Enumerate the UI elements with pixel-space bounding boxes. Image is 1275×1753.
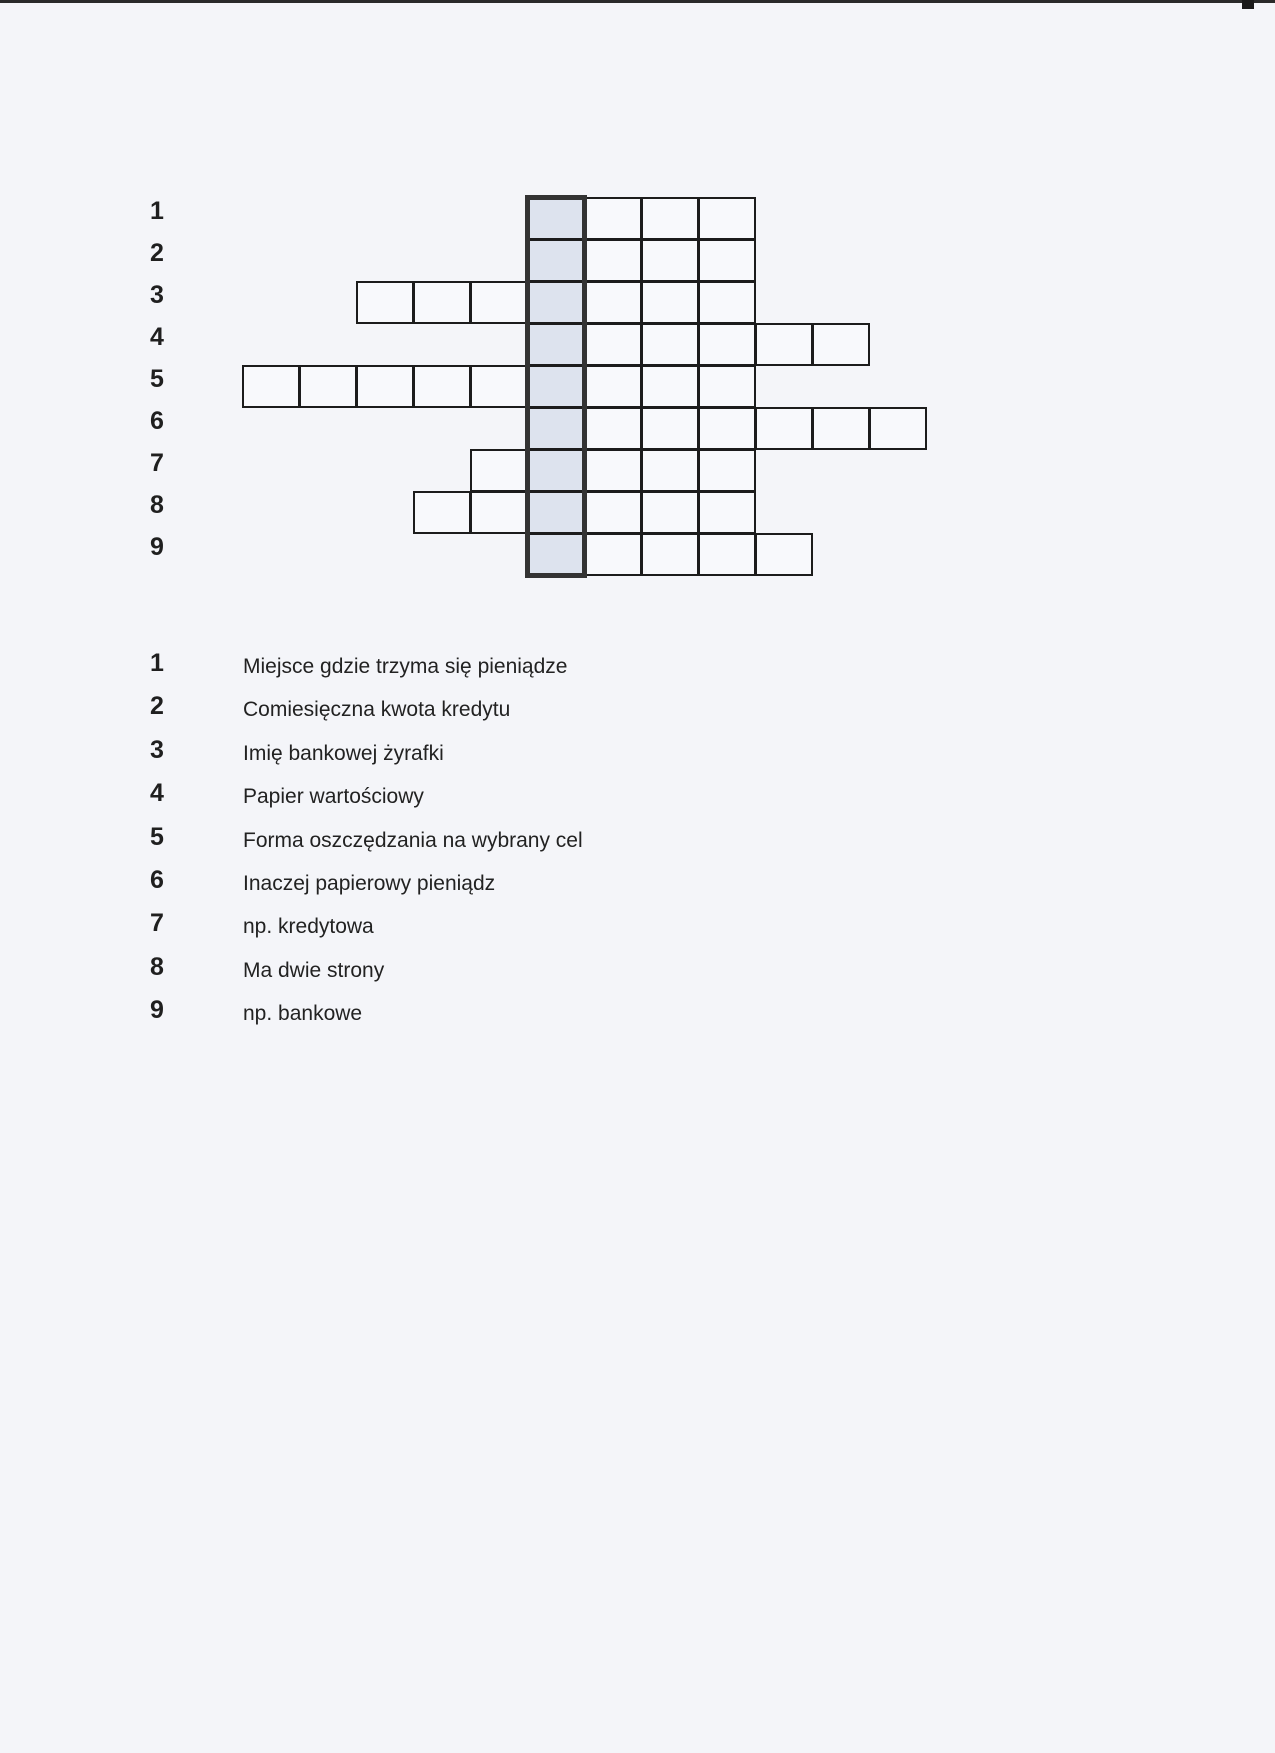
grid-row-number: 3 [150, 281, 164, 309]
answer-cell[interactable] [698, 281, 756, 324]
answer-cell[interactable] [413, 491, 471, 534]
answer-cell[interactable] [470, 449, 528, 492]
grid-row-number: 1 [150, 197, 164, 225]
clue-text: Imię bankowej żyrafki [243, 741, 444, 765]
answer-cell[interactable] [812, 323, 870, 366]
clue-text: Comiesięczna kwota kredytu [243, 698, 511, 722]
clue-number: 8 [150, 952, 164, 981]
answer-cell[interactable] [584, 449, 642, 492]
clue-text: Miejsce gdzie trzyma się pieniądze [243, 655, 568, 678]
key-answer-cell[interactable] [527, 365, 585, 408]
scan-top-edge [0, 0, 1275, 3]
scan-corner-mark [1242, 0, 1254, 9]
grid-row-number: 2 [150, 239, 164, 267]
answer-cell[interactable] [698, 449, 756, 492]
key-answer-cell[interactable] [527, 449, 585, 492]
key-answer-cell[interactable] [527, 197, 585, 240]
answer-cell[interactable] [698, 365, 756, 408]
answer-cell[interactable] [584, 323, 642, 366]
clue-number: 3 [150, 735, 164, 764]
grid-row-number: 5 [150, 365, 164, 393]
answer-cell[interactable] [755, 407, 813, 450]
answer-cell[interactable] [698, 407, 756, 450]
answer-cell[interactable] [641, 281, 699, 324]
answer-cell[interactable] [641, 323, 699, 366]
answer-cell[interactable] [698, 533, 756, 576]
key-answer-cell[interactable] [527, 491, 585, 534]
clue-text: np. kredytowa [243, 915, 374, 939]
answer-cell[interactable] [755, 323, 813, 366]
grid-row-number: 8 [150, 491, 164, 519]
answer-cell[interactable] [356, 281, 414, 324]
answer-cell[interactable] [641, 533, 699, 576]
answer-cell[interactable] [356, 365, 414, 408]
answer-cell[interactable] [641, 407, 699, 450]
clue-text: Papier wartościowy [243, 785, 424, 809]
clue-number: 4 [150, 779, 164, 808]
clue-number: 2 [150, 692, 164, 721]
key-answer-cell[interactable] [527, 239, 585, 282]
answer-cell[interactable] [584, 281, 642, 324]
answer-cell[interactable] [413, 365, 471, 408]
answer-cell[interactable] [584, 239, 642, 282]
answer-cell[interactable] [584, 407, 642, 450]
clue-number: 5 [150, 822, 164, 851]
grid-row-number: 9 [150, 533, 164, 561]
answer-cell[interactable] [812, 407, 870, 450]
answer-cell[interactable] [641, 197, 699, 240]
grid-row-number: 6 [150, 407, 164, 435]
clue-number: 9 [150, 996, 164, 1025]
answer-cell[interactable] [641, 365, 699, 408]
answer-cell[interactable] [869, 407, 927, 450]
answer-cell[interactable] [584, 197, 642, 240]
grid-row-number: 4 [150, 323, 164, 351]
grid-row-number: 7 [150, 449, 164, 477]
clue-text: Inaczej papierowy pieniądz [243, 872, 496, 895]
key-answer-cell[interactable] [527, 281, 585, 324]
answer-cell[interactable] [470, 281, 528, 324]
answer-cell[interactable] [584, 365, 642, 408]
clue-text: np. bankowe [243, 1002, 363, 1026]
answer-cell[interactable] [242, 365, 300, 408]
answer-cell[interactable] [641, 491, 699, 534]
answer-cell[interactable] [584, 491, 642, 534]
key-answer-cell[interactable] [527, 407, 585, 450]
answer-cell[interactable] [470, 491, 528, 534]
clue-text: Ma dwie strony [243, 958, 385, 982]
answer-cell[interactable] [470, 365, 528, 408]
clue-number: 1 [150, 649, 164, 677]
answer-cell[interactable] [641, 449, 699, 492]
answer-cell[interactable] [413, 281, 471, 324]
answer-cell[interactable] [698, 323, 756, 366]
clue-number: 6 [150, 866, 164, 894]
clue-text: Forma oszczędzania na wybrany cel [243, 828, 583, 852]
answer-cell[interactable] [698, 491, 756, 534]
clue-number: 7 [150, 909, 164, 938]
answer-cell[interactable] [698, 239, 756, 282]
answer-cell[interactable] [584, 533, 642, 576]
answer-cell[interactable] [299, 365, 357, 408]
answer-cell[interactable] [755, 533, 813, 576]
answer-cell[interactable] [698, 197, 756, 240]
key-answer-cell[interactable] [527, 533, 585, 576]
answer-cell[interactable] [641, 239, 699, 282]
key-answer-cell[interactable] [527, 323, 585, 366]
